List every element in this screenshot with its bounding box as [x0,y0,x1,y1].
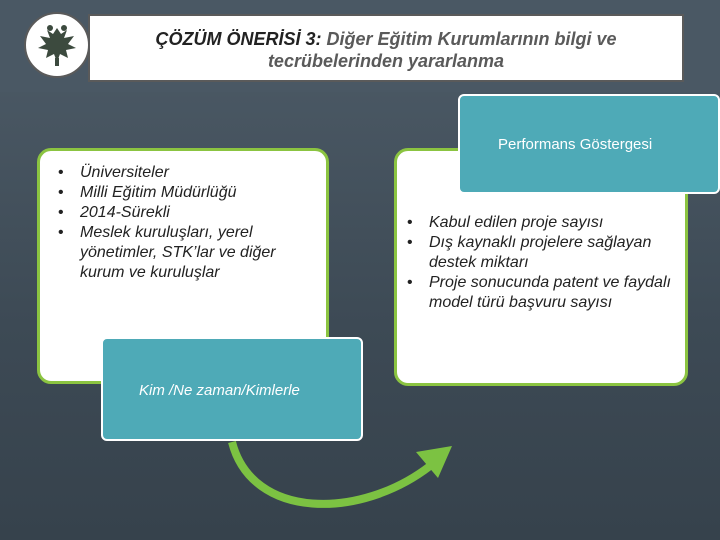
performance-indicator-label: Performans Göstergesi [498,136,653,153]
title-line2: tecrübelerinden yararlanma [267,51,505,71]
list-item: • Proje sonucunda patent ve faydalı model türü başvuru sayısı [407,274,671,311]
list-item: • Meslek kuruluşları, yerel yönetimler, STK’lar ve diğer kurum ve kuruluşlar [58,224,276,281]
list-item: • Kabul edilen proje sayısı [407,214,604,231]
title-prefix: ÇÖZÜM ÖNERİSİ 3: [155,29,327,49]
title-line1: Diğer Eğitim Kurumlarının bilgi ve [326,29,617,49]
who-when-with-whom-label: Kim /Ne zaman/Kimlerle [139,382,300,399]
list-item: • Üniversiteler [58,164,169,181]
list-item: • Dış kaynaklı projelere sağlayan destek miktarı [407,234,652,271]
who-when-with-whom-box [101,337,363,441]
list-item: • Milli Eğitim Müdürlüğü [58,184,237,201]
list-item: • 2014-Sürekli [58,204,170,221]
